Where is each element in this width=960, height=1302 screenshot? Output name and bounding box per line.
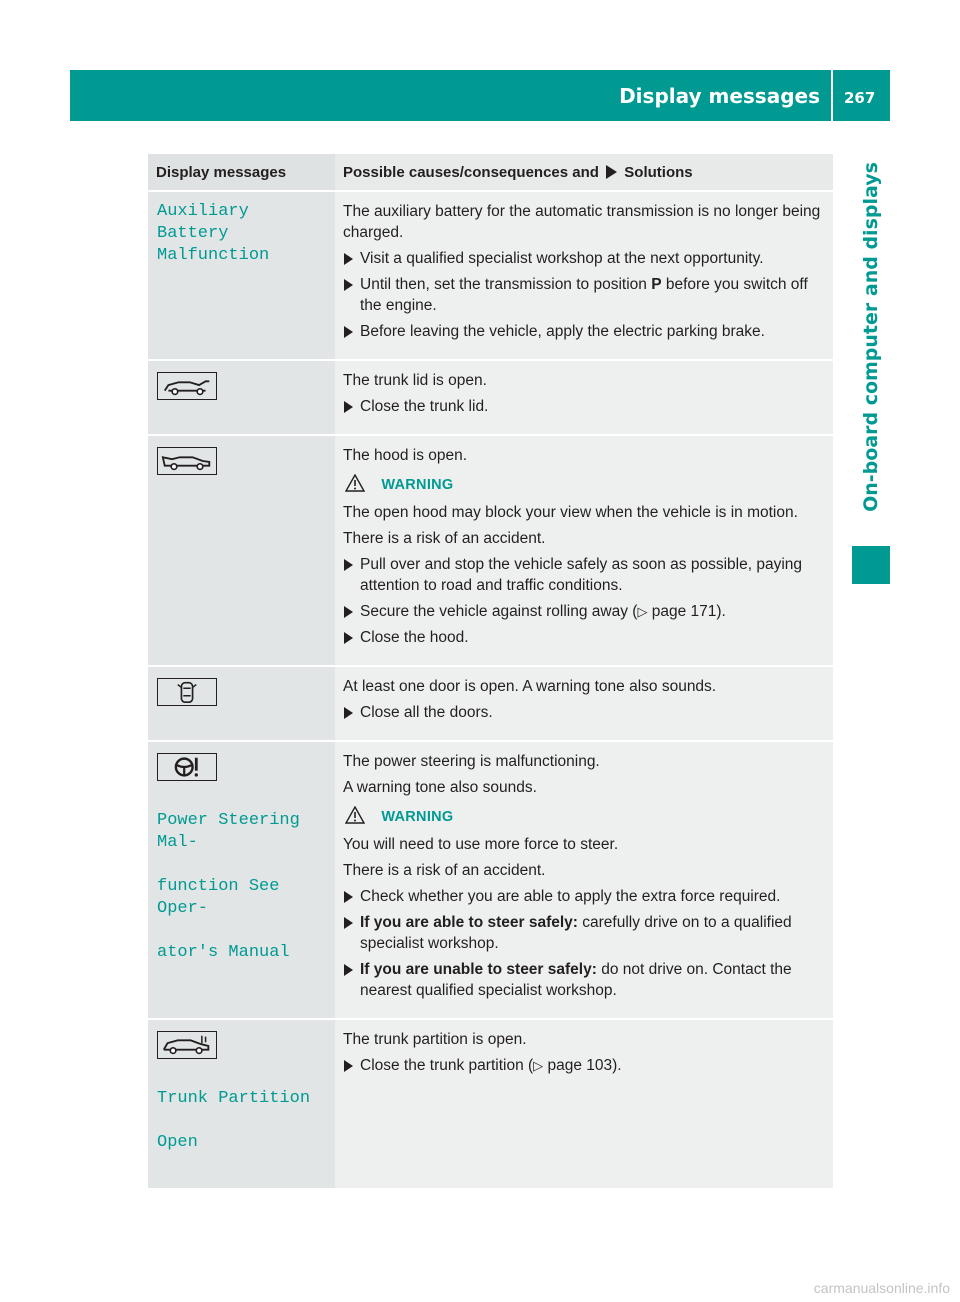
side-tab-label: On-board computer and displays [860,162,882,512]
warning-text: There is a risk of an accident. [343,862,546,879]
warning-label: WARNING [381,809,454,825]
page-number: 267 [844,89,876,107]
display-message-cell [148,741,335,1019]
warning-text: The open hood may block your view when the vehicle is in motion. [343,504,798,521]
step-arrow-icon [344,401,353,413]
door-open-icon [157,678,217,706]
solution-step: Until then, set the transmission to position P before you switch off the engine. [343,274,825,316]
solution-step: If you are unable to steer safely: do not drive on. Contact the nearest qualified specialist workshop. [343,959,825,1001]
header-divider [831,70,833,121]
table-row [148,435,833,666]
step-arrow-icon [344,1060,353,1072]
step-arrow-icon [344,707,353,719]
trunk-open-icon [157,372,217,400]
step-arrow-icon [344,964,353,976]
solutions-cell [335,360,833,435]
solution-step: Check whether you are able to apply the extra force required. [343,886,825,907]
solutions-cell [335,435,833,666]
hood-open-icon [157,447,217,475]
warning-notice [343,806,825,828]
page-reference-icon: ▷ [533,1058,544,1073]
display-message-text: Power Steering Mal‐ function See Oper‐ ator's Manual [157,811,300,962]
warning-text: There is a risk of an accident. [343,530,546,547]
warning-triangle-icon [345,806,365,824]
cause-text: The auxiliary battery for the automatic transmission is no longer being charged. [343,203,821,241]
table-row [148,360,833,435]
watermark: carmanualsonline.info [813,1280,950,1296]
side-tab [852,138,890,536]
display-message-cell [148,360,335,435]
solution-step: Close the trunk lid. [343,396,825,417]
cause-text: The trunk lid is open. [343,372,487,389]
cause-text: The trunk partition is open. [343,1031,527,1048]
solution-step: Before leaving the vehicle, apply the electric parking brake. [343,321,825,342]
play-arrow-icon [606,165,617,179]
display-message-text: Auxiliary Battery Malfunction [157,202,270,265]
solution-step: Close the hood. [343,627,825,648]
warning-text: You will need to use more force to steer. [343,836,619,853]
power-steering-warning-icon [157,753,217,781]
step-arrow-icon [344,559,353,571]
table-header-row [148,154,833,191]
page-reference-icon: ▷ [637,604,648,619]
cause-text: At least one door is open. A warning tone also sounds. [343,678,717,695]
table-row [148,666,833,741]
warning-label: WARNING [381,477,454,493]
table-row [148,1019,833,1189]
step-arrow-icon [344,632,353,644]
solutions-cell [335,191,833,360]
step-arrow-icon [344,326,353,338]
step-arrow-icon [344,891,353,903]
step-arrow-icon [344,253,353,265]
cause-text: The power steering is malfunctioning. [343,753,600,770]
cause-text: The hood is open. [343,447,468,464]
solutions-cell [335,741,833,1019]
solutions-cell [335,666,833,741]
step-arrow-icon [344,279,353,291]
display-message-cell [148,1019,335,1189]
display-messages-table [148,154,833,1190]
display-message-cell [148,435,335,666]
solution-step: Close all the doors. [343,702,825,723]
table-row [148,741,833,1019]
solution-step: If you are able to steer safely: carefully drive on to a qualified specialist workshop. [343,912,825,954]
display-message-cell [148,191,335,360]
step-arrow-icon [344,606,353,618]
display-message-text: Trunk Partition Open [157,1089,311,1152]
column-header-causes-solutions: Possible causes/consequences and Solutions [335,154,833,191]
column-header-display-messages: Display messages [148,154,335,191]
solution-step: Close the trunk partition (▷ page 103). [343,1055,825,1076]
solutions-cell [335,1019,833,1189]
solution-step: Pull over and stop the vehicle safely as soon as possible, paying attention to road and traffic conditions. [343,554,825,596]
header-bar [70,70,890,121]
solution-step: Visit a qualified specialist workshop at the next opportunity. [343,248,825,269]
side-tab-marker [852,546,890,584]
table-row [148,191,833,360]
cause-text: A warning tone also sounds. [343,779,537,796]
warning-triangle-icon [345,474,365,492]
solution-step: Secure the vehicle against rolling away (▷ page 171). [343,601,825,622]
step-arrow-icon [344,917,353,929]
display-message-cell [148,666,335,741]
header-title: Display messages [619,84,820,108]
warning-notice [343,474,825,496]
trunk-partition-icon [157,1031,217,1059]
